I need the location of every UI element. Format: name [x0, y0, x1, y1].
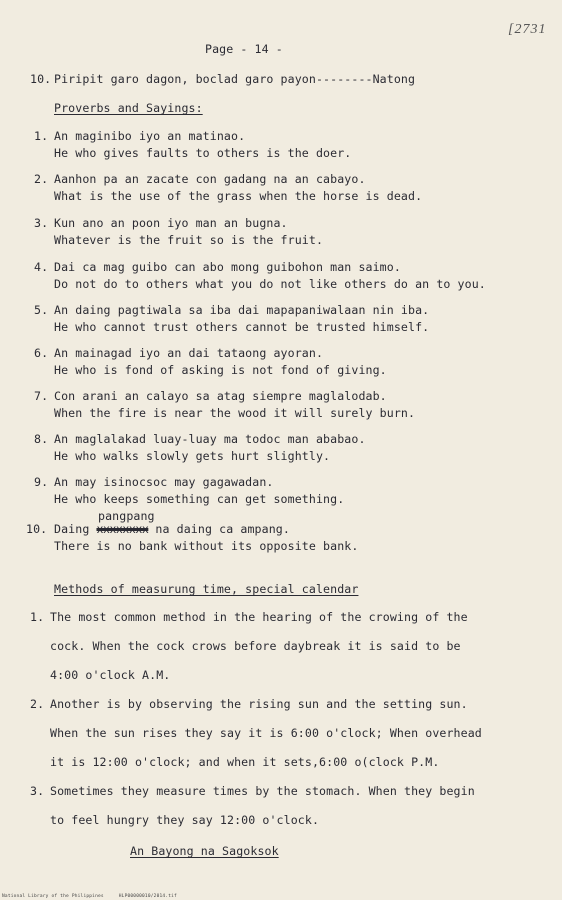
proverb-native-pre: Daing: [54, 522, 97, 536]
proverb-number: 10.: [26, 522, 48, 536]
method-line: cock. When the cock crows before daybreak it is said to be: [50, 639, 461, 653]
proverb-native: An maginibo iyo an matinao.: [54, 129, 246, 143]
proverb-number: 1.: [34, 129, 49, 143]
page-header: Page - 14 -: [205, 42, 283, 56]
proverb-native: An may isinocsoc may gagawadan.: [54, 475, 274, 489]
proverb-english: When the fire is near the wood it will surely burn.: [54, 406, 416, 420]
proverb-native: Dai ca mag guibo can abo mong guibohon man saimo.: [54, 260, 401, 274]
proverb-number: 7.: [34, 389, 49, 403]
item-text: Piripit garo dagon, boclad garo payon--------Natong: [54, 72, 416, 86]
proverb-native-corrected: [54, 522, 290, 536]
archive-annotation: [2731: [508, 22, 547, 37]
methods-heading: Methods of measurung time, special calendar: [54, 582, 359, 596]
method-number: 2.: [30, 697, 45, 711]
proverb-native: An maglalakad luay-luay ma todoc man ababao.: [54, 432, 366, 446]
scan-footer: [2, 894, 189, 899]
method-line: to feel hungry they say 12:00 o'clock.: [50, 813, 320, 827]
proverb-english: Whatever is the fruit so is the fruit.: [54, 233, 324, 247]
proverb-english: He who keeps something can get something.: [54, 492, 345, 506]
method-line: 4:00 o'clock A.M.: [50, 668, 171, 682]
proverb-native: An mainagad iyo an dai tataong ayoran.: [54, 346, 324, 360]
proverb-english: He who gives faults to others is the doer.: [54, 146, 352, 160]
proverb-english: He who cannot trust others cannot be trusted himself.: [54, 320, 430, 334]
proverb-number: 3.: [34, 216, 49, 230]
struck-out-word: xxxxxxxx: [96, 522, 149, 536]
proverb-native: An daing pagtiwala sa iba dai mapapaniwalaan nin iba.: [54, 303, 430, 317]
proverb-number: 5.: [34, 303, 49, 317]
proverb-english: There is no bank without its opposite bank.: [54, 539, 359, 553]
proverb-number: 8.: [34, 432, 49, 446]
proverb-english: What is the use of the grass when the horse is dead.: [54, 189, 423, 203]
proverb-number: 2.: [34, 172, 49, 186]
proverb-number: 9.: [34, 475, 49, 489]
proverbs-heading: Proverbs and Sayings:: [54, 101, 203, 115]
proverb-english: He who walks slowly gets hurt slightly.: [54, 449, 331, 463]
proverb-native: Aanhon pa an zacate con gadang na an cabayo.: [54, 172, 366, 186]
method-number: 3.: [30, 784, 45, 798]
footer-library: National Library of the Philippines: [2, 894, 104, 899]
method-number: 1.: [30, 610, 45, 624]
proverb-native-post: na daing ca ampang.: [148, 522, 290, 536]
proverb-number: 4.: [34, 260, 49, 274]
method-line: Sometimes they measure times by the stomach. When they begin: [50, 784, 475, 798]
proverb-number: 6.: [34, 346, 49, 360]
closing-heading: An Bayong na Sagoksok: [130, 844, 279, 858]
proverb-native: Con arani an calayo sa atag siempre maglalodab.: [54, 389, 387, 403]
proverb-english: Do not do to others what you do not like others do an to you.: [54, 277, 486, 291]
item-number: 10.: [30, 72, 52, 86]
method-line: it is 12:00 o'clock; and when it sets,6:00 o(clock P.M.: [50, 755, 440, 769]
proverb-native: Kun ano an poon iyo man an bugna.: [54, 216, 288, 230]
method-line: The most common method in the hearing of the crowing of the: [50, 610, 468, 624]
proverb-english: He who is fond of asking is not fond of giving.: [54, 363, 387, 377]
footer-file: HLP00000010/2014.tif: [118, 894, 177, 899]
method-line: Another is by observing the rising sun and the setting sun.: [50, 697, 468, 711]
handwritten-insertion: pangpang: [98, 509, 155, 523]
method-line: When the sun rises they say it is 6:00 o'clock; When overhead: [50, 726, 482, 740]
